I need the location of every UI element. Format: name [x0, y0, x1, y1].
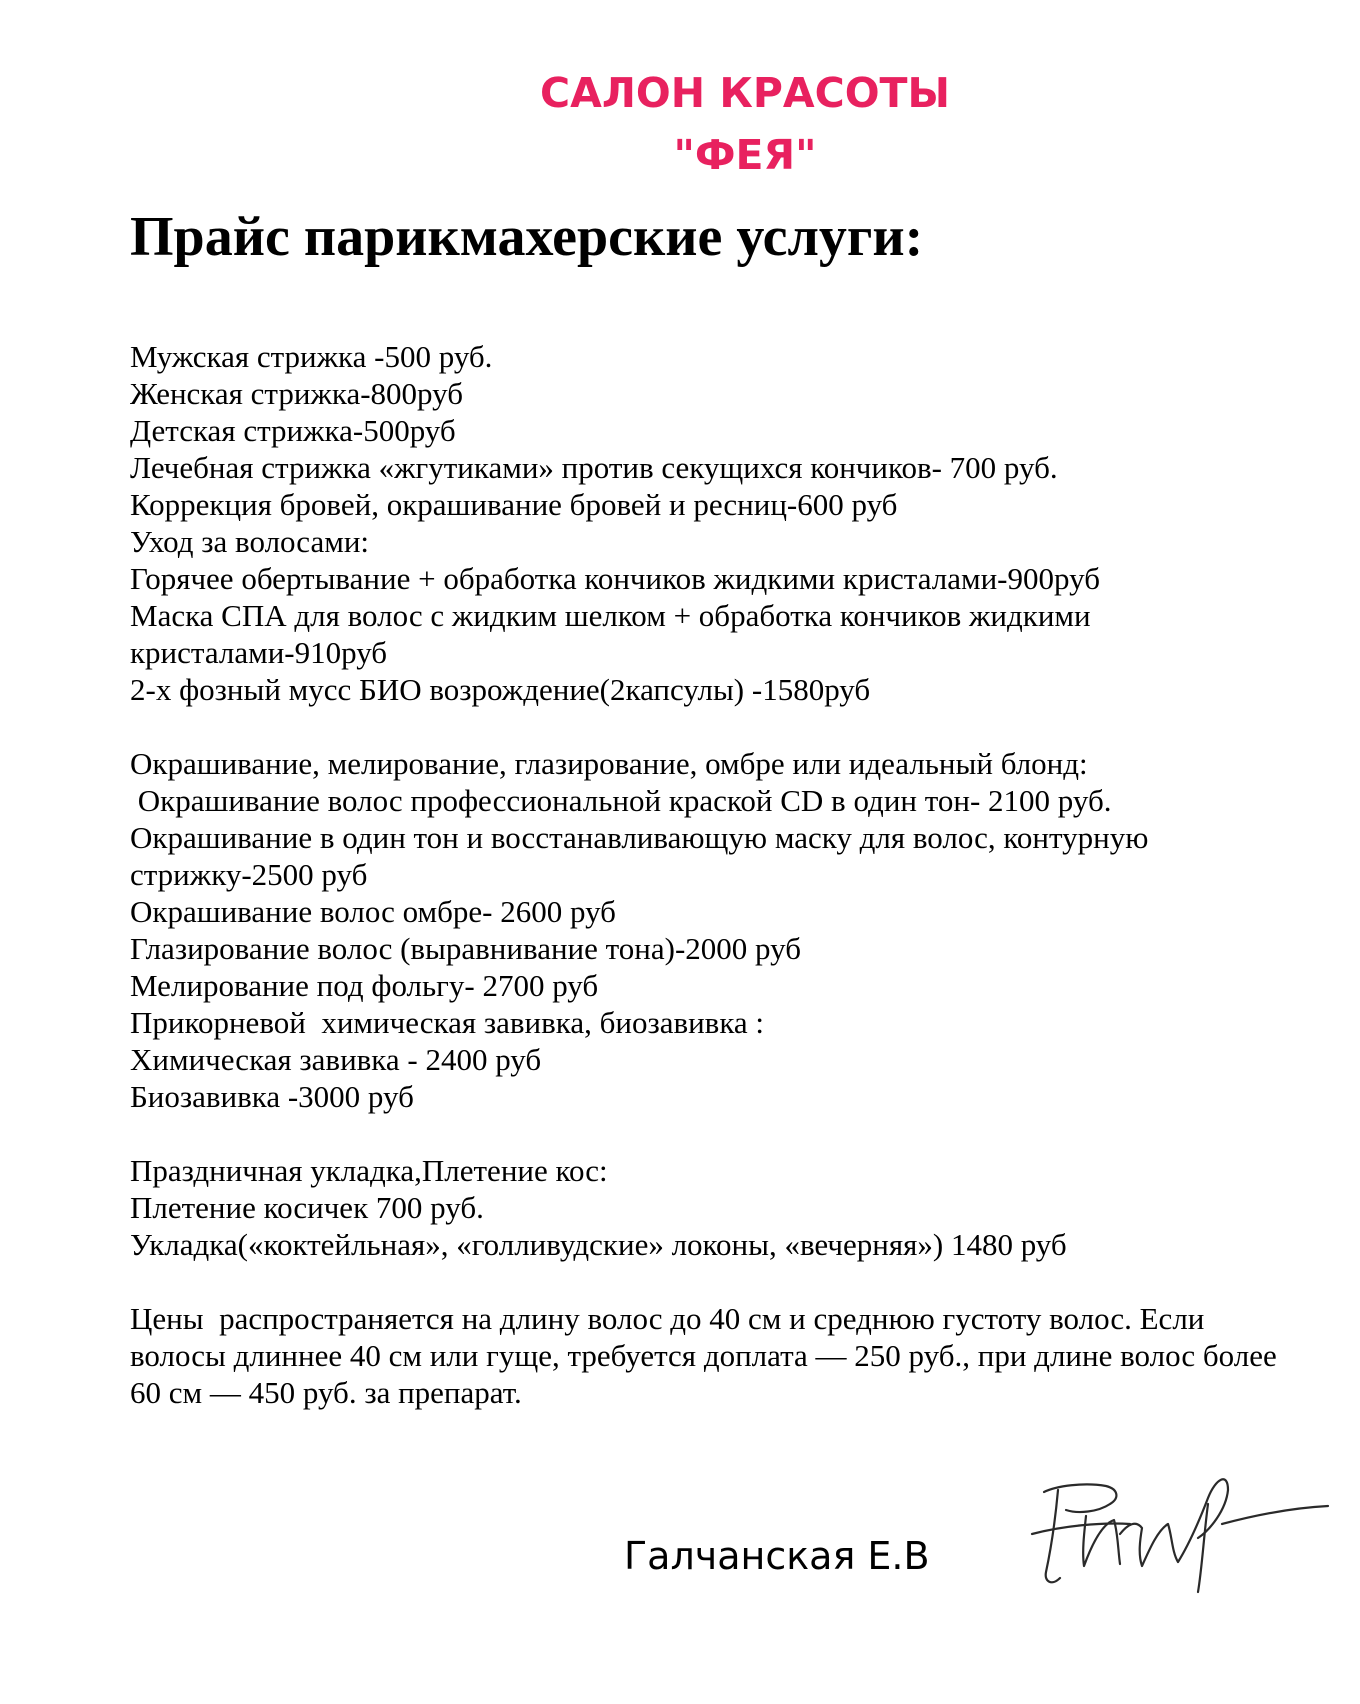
price-line: Мелирование под фольгу- 2700 руб [130, 968, 599, 1003]
note-line: 60 см — 450 руб. за препарат. [130, 1375, 522, 1410]
price-line: Окрашивание волос профессиональной краской CD в один тон- 2100 руб. [130, 783, 1112, 818]
blank-line [130, 1115, 1355, 1152]
price-line: 2-х фозный мусс БИО возрождение(2капсулы) -1580руб [130, 672, 871, 707]
price-line: Окрашивание в один тон и восстанавливающую маску для волос, контурную [130, 820, 1149, 855]
section-heading: Праздничная укладка,Плетение кос: [130, 1153, 608, 1188]
price-line: Окрашивание волос омбре- 2600 руб [130, 894, 616, 929]
section-heading: Окрашивание, мелирование, глазирование, омбре или идеальный блонд: [130, 746, 1088, 781]
salon-name-line2: "ФЕЯ" [673, 131, 817, 179]
price-line: Мужская стрижка -500 руб. [130, 339, 493, 374]
blank-line [130, 1263, 1355, 1300]
section-heading: Уход за волосами: [130, 524, 370, 559]
price-line: Маска СПА для волос с жидким шелком + обработка кончиков жидкими [130, 598, 1091, 633]
signature-icon [1022, 1464, 1342, 1614]
price-line: Горячее обертывание + обработка кончиков жидкими кристалами-900руб [130, 561, 1100, 596]
section-heading: Прикорневой химическая завивка, биозавивка : [130, 1005, 765, 1040]
salon-name-line1: САЛОН КРАСОТЫ [540, 69, 950, 117]
price-list [130, 338, 1355, 1411]
price-line: Глазирование волос (выравнивание тона)-2000 руб [130, 931, 801, 966]
price-line: Укладка(«коктейльная», «голливудские» локоны, «вечерняя») 1480 руб [130, 1227, 1067, 1262]
salon-name [0, 62, 1360, 186]
price-list-heading: Прайс парикмахерские услуги: [130, 206, 924, 268]
price-line: стрижку-2500 руб [130, 857, 368, 892]
price-line: Лечебная стрижка «жгутиками» против секущихся кончиков- 700 руб. [130, 450, 1058, 485]
note-line: Цены распространяется на длину волос до 40 см и среднюю густоту волос. Если [130, 1301, 1205, 1336]
note-line: волосы длиннее 40 см или гуще, требуется доплата — 250 руб., при длине волос более [130, 1338, 1277, 1373]
price-line: Плетение косичек 700 руб. [130, 1190, 484, 1225]
price-line: Химическая завивка - 2400 руб [130, 1042, 542, 1077]
price-line: Детская стрижка-500руб [130, 413, 456, 448]
price-line: Женская стрижка-800руб [130, 376, 463, 411]
price-line: Коррекция бровей, окрашивание бровей и ресниц-600 руб [130, 487, 898, 522]
signer-name: Галчанская Е.В [624, 1534, 930, 1578]
blank-line [130, 708, 1355, 745]
price-line: кристалами-910руб [130, 635, 388, 670]
price-line: Биозавивка -3000 руб [130, 1079, 414, 1114]
